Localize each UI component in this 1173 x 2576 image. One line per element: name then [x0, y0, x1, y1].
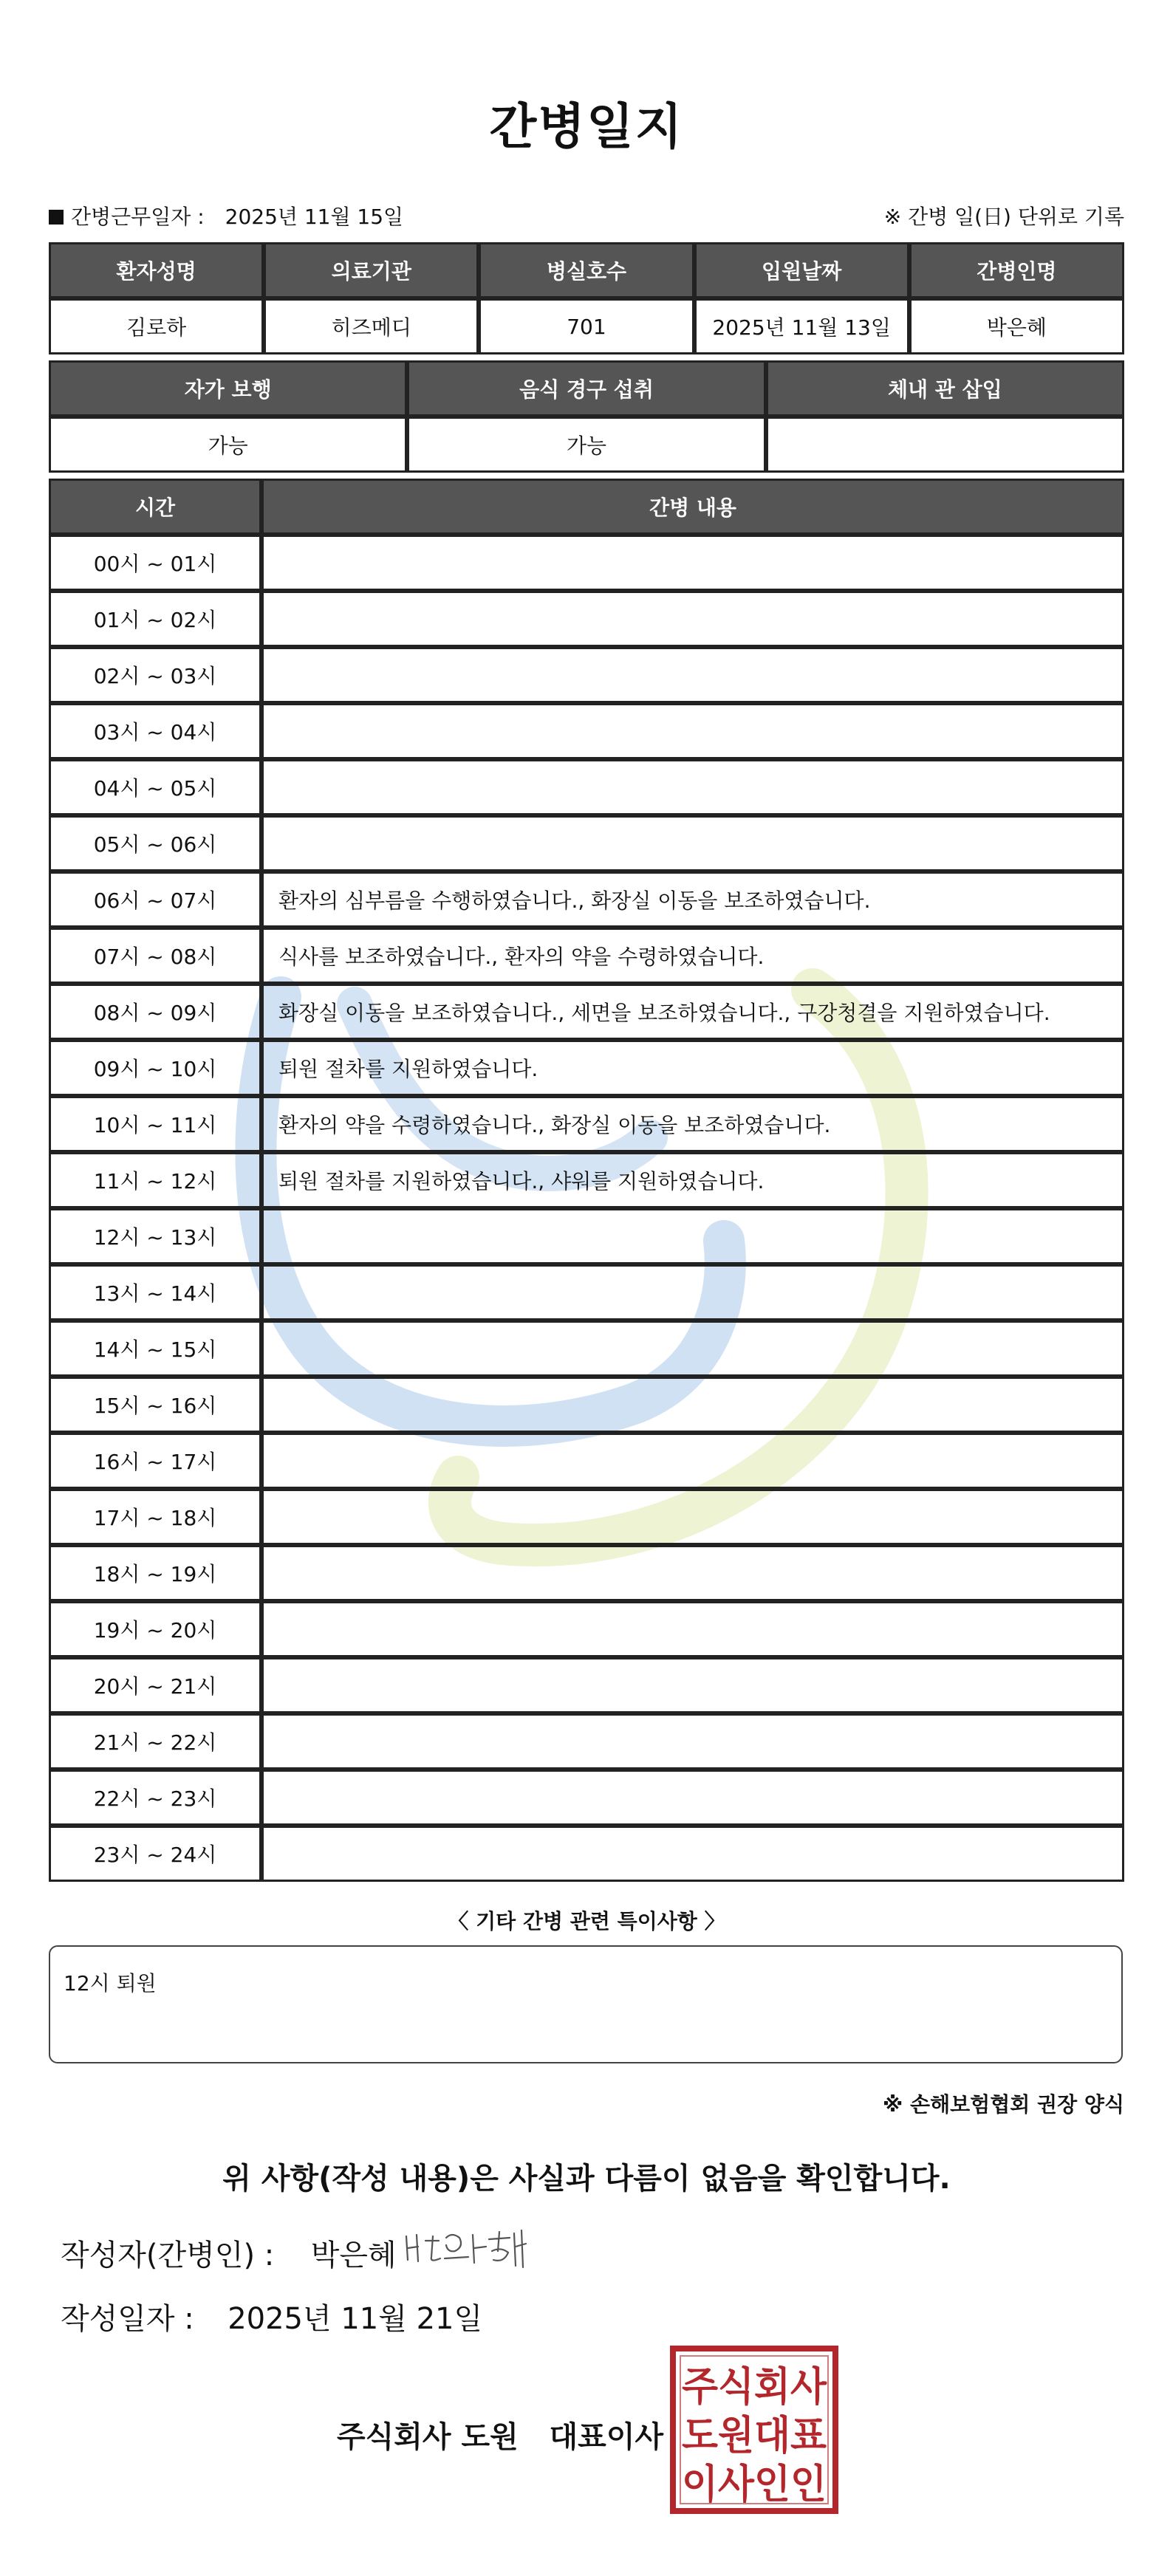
- log-row: [49, 1657, 1124, 1713]
- log-time-cell: 12시 ~ 13시: [49, 1208, 261, 1264]
- header-hospital: 의료기관: [264, 242, 479, 298]
- writer-label: 작성자(간병인) :: [61, 2238, 275, 2272]
- log-body: [49, 535, 1124, 1882]
- log-row: [49, 1096, 1124, 1152]
- log-row: [49, 1433, 1124, 1489]
- log-content-cell: 퇴원 절차를 지원하였습니다.: [261, 1040, 1124, 1096]
- writer-name: 박은혜: [310, 2238, 397, 2272]
- log-row: [49, 1377, 1124, 1433]
- log-time-cell: 22시 ~ 23시: [49, 1770, 261, 1826]
- log-row: [49, 1264, 1124, 1320]
- log-time-cell: 01시 ~ 02시: [49, 591, 261, 647]
- header-tube-insertion: 체내 관 삽입: [766, 360, 1124, 417]
- value-self-walking: 가능: [49, 417, 407, 473]
- value-patient-name: 김로하: [49, 298, 264, 354]
- handwritten-signature-icon: [400, 2222, 541, 2273]
- log-row: [49, 535, 1124, 591]
- record-unit-note: ※ 간병 일(日) 단위로 기록: [883, 205, 1124, 229]
- written-date-line: [61, 2295, 482, 2337]
- work-date: [49, 201, 403, 230]
- log-content-cell: [261, 591, 1124, 647]
- log-time-cell: 02시 ~ 03시: [49, 647, 261, 703]
- log-content-cell: [261, 1489, 1124, 1545]
- log-time-cell: 13시 ~ 14시: [49, 1264, 261, 1320]
- value-caregiver-name: 박은혜: [909, 298, 1124, 354]
- log-row: [49, 1601, 1124, 1657]
- square-bullet-icon: [49, 210, 64, 225]
- log-time-cell: 16시 ~ 17시: [49, 1433, 261, 1489]
- work-date-value: 2025년 11월 15일: [225, 205, 404, 229]
- log-row: [49, 1040, 1124, 1096]
- log-content-cell: [261, 1377, 1124, 1433]
- log-time-cell: 03시 ~ 04시: [49, 703, 261, 759]
- remarks-box: [49, 1945, 1123, 2063]
- header-oral-intake: 음식 경구 섭취: [407, 360, 765, 417]
- log-row: [49, 591, 1124, 647]
- log-content-cell: 퇴원 절차를 지원하였습니다., 샤워를 지원하였습니다.: [261, 1152, 1124, 1208]
- log-content-cell: [261, 1433, 1124, 1489]
- log-content-cell: [261, 647, 1124, 703]
- log-content-cell: [261, 1826, 1124, 1882]
- log-row: [49, 1489, 1124, 1545]
- log-time-cell: 14시 ~ 15시: [49, 1320, 261, 1377]
- log-content-cell: [261, 1320, 1124, 1377]
- hourly-care-log-table: [49, 479, 1124, 1882]
- log-content-cell: [261, 815, 1124, 871]
- value-admission-date: 2025년 11월 13일: [694, 298, 909, 354]
- log-time-cell: 06시 ~ 07시: [49, 871, 261, 928]
- log-time-cell: 18시 ~ 19시: [49, 1545, 261, 1601]
- log-row: [49, 928, 1124, 984]
- written-date-value: 2025년 11월 21일: [228, 2302, 483, 2336]
- log-content-cell: [261, 1657, 1124, 1713]
- log-time-cell: 21시 ~ 22시: [49, 1713, 261, 1770]
- page-title: 간병일지: [489, 98, 684, 155]
- header-room-number: 병실호수: [479, 242, 694, 298]
- header-care-content: 간병 내용: [261, 479, 1124, 535]
- value-tube-insertion: [766, 417, 1124, 473]
- value-room-number: 701: [479, 298, 694, 354]
- log-row: [49, 815, 1124, 871]
- log-row: [49, 1713, 1124, 1770]
- log-time-cell: 00시 ~ 01시: [49, 535, 261, 591]
- log-time-cell: 23시 ~ 24시: [49, 1826, 261, 1882]
- header-self-walking: 자가 보행: [49, 360, 407, 417]
- log-row: [49, 1208, 1124, 1264]
- log-row: [49, 1320, 1124, 1377]
- remarks-text: 12시 퇴원: [64, 1971, 157, 1996]
- standard-form-note: ※ 손해보험협회 권장 양식: [883, 2092, 1124, 2117]
- company-seal-icon: [668, 2344, 840, 2515]
- log-content-cell: 환자의 심부름을 수행하였습니다., 화장실 이동을 보조하였습니다.: [261, 871, 1124, 928]
- log-content-cell: [261, 1601, 1124, 1657]
- header-time: 시간: [49, 479, 261, 535]
- value-oral-intake: 가능: [407, 417, 765, 473]
- log-time-cell: 19시 ~ 20시: [49, 1601, 261, 1657]
- log-row: [49, 1770, 1124, 1826]
- patient-info-header-row: [49, 242, 1124, 298]
- header-patient-name: 환자성명: [49, 242, 264, 298]
- log-time-cell: 15시 ~ 16시: [49, 1377, 261, 1433]
- status-header-row: [49, 360, 1124, 417]
- log-time-cell: 20시 ~ 21시: [49, 1657, 261, 1713]
- log-content-cell: [261, 703, 1124, 759]
- log-content-cell: [261, 1264, 1124, 1320]
- svg-text:주식회사: 주식회사: [682, 2363, 827, 2410]
- log-row: [49, 1152, 1124, 1208]
- log-header-row: [49, 479, 1124, 535]
- log-row: [49, 1826, 1124, 1882]
- patient-info-value-row: [49, 298, 1124, 354]
- log-time-cell: 17시 ~ 18시: [49, 1489, 261, 1545]
- company-representative: 주식회사 도원 대표이사: [337, 2420, 664, 2454]
- log-row: [49, 984, 1124, 1040]
- log-time-cell: 08시 ~ 09시: [49, 984, 261, 1040]
- log-row: [49, 871, 1124, 928]
- log-content-cell: 화장실 이동을 보조하였습니다., 세면을 보조하였습니다., 구강청결을 지원하였습니다.: [261, 984, 1124, 1040]
- patient-status-table: [49, 360, 1124, 473]
- log-row: [49, 759, 1124, 815]
- log-content-cell: [261, 535, 1124, 591]
- log-content-cell: [261, 1545, 1124, 1601]
- svg-text:도원대표: 도원대표: [682, 2412, 827, 2459]
- log-time-cell: 09시 ~ 10시: [49, 1040, 261, 1096]
- written-date-label: 작성일자 :: [61, 2302, 194, 2336]
- svg-text:이사인인: 이사인인: [682, 2461, 827, 2507]
- work-date-label: 간병근무일자 :: [71, 205, 205, 229]
- log-content-cell: [261, 759, 1124, 815]
- log-row: [49, 703, 1124, 759]
- header-caregiver-name: 간병인명: [909, 242, 1124, 298]
- log-row: [49, 647, 1124, 703]
- log-content-cell: 환자의 약을 수령하였습니다., 화장실 이동을 보조하였습니다.: [261, 1096, 1124, 1152]
- confirmation-statement: 위 사항(작성 내용)은 사실과 다름이 없음을 확인합니다.: [222, 2162, 951, 2196]
- log-time-cell: 10시 ~ 11시: [49, 1096, 261, 1152]
- log-time-cell: 11시 ~ 12시: [49, 1152, 261, 1208]
- log-time-cell: 05시 ~ 06시: [49, 815, 261, 871]
- header-admission-date: 입원날짜: [694, 242, 909, 298]
- log-content-cell: 식사를 보조하였습니다., 환자의 약을 수령하였습니다.: [261, 928, 1124, 984]
- status-value-row: [49, 417, 1124, 473]
- patient-info-table: [49, 242, 1124, 354]
- log-time-cell: 07시 ~ 08시: [49, 928, 261, 984]
- log-row: [49, 1545, 1124, 1601]
- log-time-cell: 04시 ~ 05시: [49, 759, 261, 815]
- log-content-cell: [261, 1770, 1124, 1826]
- writer-line: [61, 2232, 397, 2274]
- log-content-cell: [261, 1713, 1124, 1770]
- log-content-cell: [261, 1208, 1124, 1264]
- value-hospital: 히즈메디: [264, 298, 479, 354]
- remarks-heading: 〈 기타 간병 관련 특이사항 〉: [448, 1909, 725, 1933]
